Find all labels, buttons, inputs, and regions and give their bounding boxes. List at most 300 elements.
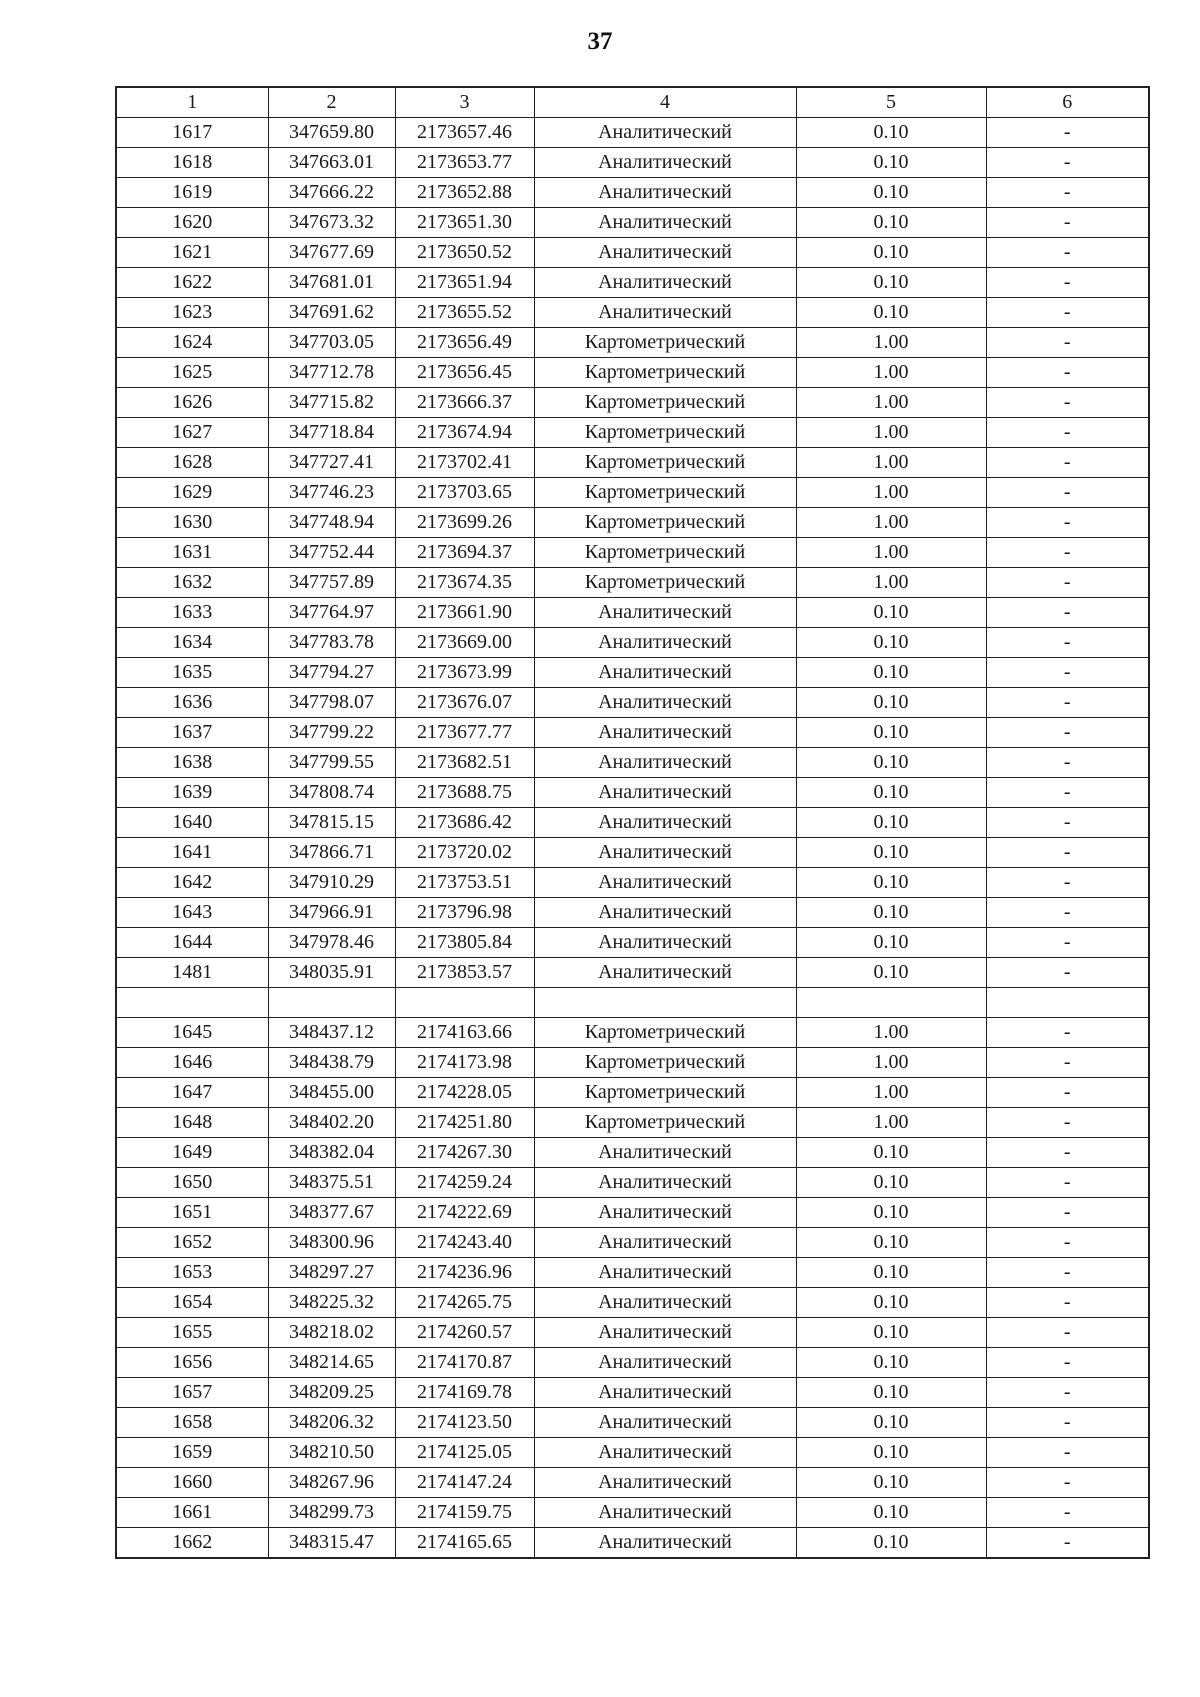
table-cell: -: [986, 688, 1149, 718]
table-cell: 1629: [116, 478, 268, 508]
table-cell: Аналитический: [534, 238, 796, 268]
table-cell: Аналитический: [534, 1228, 796, 1258]
table-cell: 0.10: [796, 808, 986, 838]
table-cell: 1623: [116, 298, 268, 328]
table-cell: 2173657.46: [395, 118, 534, 148]
table-cell: 1640: [116, 808, 268, 838]
table-cell: 1643: [116, 898, 268, 928]
table-cell: Аналитический: [534, 958, 796, 988]
table-cell: [116, 988, 268, 1018]
table-cell: 1624: [116, 328, 268, 358]
table-cell: -: [986, 1078, 1149, 1108]
table-cell: 347808.74: [268, 778, 395, 808]
table-cell: 348209.25: [268, 1378, 395, 1408]
table-cell: 2174228.05: [395, 1078, 534, 1108]
table-body: [116, 118, 1149, 1559]
table-cell: 1642: [116, 868, 268, 898]
table-cell: 1622: [116, 268, 268, 298]
table-cell: 1481: [116, 958, 268, 988]
table-cell: 0.10: [796, 298, 986, 328]
table-cell: -: [986, 1498, 1149, 1528]
table-cell: 1628: [116, 448, 268, 478]
table-cell: 347799.55: [268, 748, 395, 778]
table-cell: 1632: [116, 568, 268, 598]
table-cell: 1649: [116, 1138, 268, 1168]
table-cell: 347815.15: [268, 808, 395, 838]
table-cell: 1620: [116, 208, 268, 238]
table-cell: 2173699.26: [395, 508, 534, 538]
table-cell: 2173674.94: [395, 418, 534, 448]
table-cell: 2173682.51: [395, 748, 534, 778]
table-cell: -: [986, 178, 1149, 208]
table-cell: Картометрический: [534, 1078, 796, 1108]
table-cell: 2173650.52: [395, 238, 534, 268]
table-cell: 0.10: [796, 1408, 986, 1438]
table-cell: Аналитический: [534, 928, 796, 958]
table-cell: 1.00: [796, 1018, 986, 1048]
table-cell: 348455.00: [268, 1078, 395, 1108]
table-cell: 1619: [116, 178, 268, 208]
table-cell: 0.10: [796, 1228, 986, 1258]
table-cell: 2173702.41: [395, 448, 534, 478]
table-cell: Картометрический: [534, 388, 796, 418]
table-cell: -: [986, 328, 1149, 358]
table-cell: 348299.73: [268, 1498, 395, 1528]
table-cell: 0.10: [796, 118, 986, 148]
table-cell: -: [986, 148, 1149, 178]
table-cell: 348375.51: [268, 1168, 395, 1198]
table-cell: -: [986, 1528, 1149, 1559]
table-row: [116, 1258, 1149, 1288]
table-row: [116, 778, 1149, 808]
table-cell: Аналитический: [534, 1528, 796, 1559]
table-cell: 347691.62: [268, 298, 395, 328]
table-row: [116, 748, 1149, 778]
table-cell: 0.10: [796, 658, 986, 688]
table-cell: 2173805.84: [395, 928, 534, 958]
table-row: [116, 1078, 1149, 1108]
table-cell: 0.10: [796, 1288, 986, 1318]
table-cell: 2173703.65: [395, 478, 534, 508]
table-cell: 0.10: [796, 1528, 986, 1559]
table-row: [116, 598, 1149, 628]
column-header: 4: [534, 87, 796, 118]
table-cell: 0.10: [796, 868, 986, 898]
table-row: [116, 478, 1149, 508]
table-cell: 2173651.30: [395, 208, 534, 238]
table-row: [116, 1348, 1149, 1378]
table-cell: Аналитический: [534, 718, 796, 748]
table-cell: 2173694.37: [395, 538, 534, 568]
table-cell: Аналитический: [534, 628, 796, 658]
table-cell: Картометрический: [534, 538, 796, 568]
table-cell: Картометрический: [534, 448, 796, 478]
table-cell: 0.10: [796, 1318, 986, 1348]
table-cell: [986, 988, 1149, 1018]
page-number: 37: [587, 28, 613, 55]
table-cell: Картометрический: [534, 478, 796, 508]
table-cell: Аналитический: [534, 808, 796, 838]
table-row: [116, 238, 1149, 268]
table-cell: 2174243.40: [395, 1228, 534, 1258]
table-cell: 0.10: [796, 1258, 986, 1288]
table-cell: 2173686.42: [395, 808, 534, 838]
table-cell: 0.10: [796, 898, 986, 928]
table-cell: 348377.67: [268, 1198, 395, 1228]
table-cell: 1655: [116, 1318, 268, 1348]
table-cell: 2174125.05: [395, 1438, 534, 1468]
column-header: 6: [986, 87, 1149, 118]
table-cell: 347966.91: [268, 898, 395, 928]
table-cell: 1656: [116, 1348, 268, 1378]
table-row: [116, 958, 1149, 988]
table-cell: 2173651.94: [395, 268, 534, 298]
table-row: [116, 358, 1149, 388]
table-cell: 347681.01: [268, 268, 395, 298]
table-cell: 2174147.24: [395, 1468, 534, 1498]
table-cell: -: [986, 778, 1149, 808]
table-cell: [395, 988, 534, 1018]
table-cell: -: [986, 1438, 1149, 1468]
table-cell: 1638: [116, 748, 268, 778]
table-cell: -: [986, 1258, 1149, 1288]
table-cell: -: [986, 808, 1149, 838]
table-cell: Аналитический: [534, 868, 796, 898]
table-cell: 0.10: [796, 208, 986, 238]
table-cell: 347677.69: [268, 238, 395, 268]
table-cell: 1648: [116, 1108, 268, 1138]
table-row: [116, 898, 1149, 928]
table-cell: 0.10: [796, 1468, 986, 1498]
table-row: [116, 568, 1149, 598]
coordinates-table: [115, 86, 1150, 1559]
table-cell: 0.10: [796, 748, 986, 778]
table-row: [116, 1228, 1149, 1258]
table-cell: -: [986, 1228, 1149, 1258]
table-cell: -: [986, 268, 1149, 298]
table-cell: 1645: [116, 1018, 268, 1048]
table-cell: 1621: [116, 238, 268, 268]
table-cell: 347659.80: [268, 118, 395, 148]
table-cell: 347703.05: [268, 328, 395, 358]
table-cell: Аналитический: [534, 1498, 796, 1528]
table-cell: Аналитический: [534, 1318, 796, 1348]
table-cell: 1635: [116, 658, 268, 688]
table-cell: 2174236.96: [395, 1258, 534, 1288]
table-cell: 0.10: [796, 628, 986, 658]
table-cell: 2173652.88: [395, 178, 534, 208]
column-header: 3: [395, 87, 534, 118]
table-cell: 0.10: [796, 1198, 986, 1228]
table-cell: 348206.32: [268, 1408, 395, 1438]
table-row: [116, 868, 1149, 898]
table-cell: -: [986, 298, 1149, 328]
table-cell: 348437.12: [268, 1018, 395, 1048]
table-cell: 2174222.69: [395, 1198, 534, 1228]
table-cell: Картометрический: [534, 358, 796, 388]
table-cell: 348035.91: [268, 958, 395, 988]
table-cell: 347799.22: [268, 718, 395, 748]
table-cell: -: [986, 238, 1149, 268]
table-cell: 2173655.52: [395, 298, 534, 328]
table-cell: 0.10: [796, 958, 986, 988]
table-row: [116, 208, 1149, 238]
table-cell: 1650: [116, 1168, 268, 1198]
table-row: [116, 1288, 1149, 1318]
table-cell: 2173676.07: [395, 688, 534, 718]
table-row: [116, 808, 1149, 838]
table-cell: [796, 988, 986, 1018]
table-cell: 347794.27: [268, 658, 395, 688]
table-cell: 0.10: [796, 838, 986, 868]
table-cell: [534, 988, 796, 1018]
table-cell: 348315.47: [268, 1528, 395, 1559]
table-cell: 348300.96: [268, 1228, 395, 1258]
table-cell: -: [986, 358, 1149, 388]
table-cell: 0.10: [796, 1498, 986, 1528]
table-cell: 1644: [116, 928, 268, 958]
table-cell: 1657: [116, 1378, 268, 1408]
table-cell: Аналитический: [534, 688, 796, 718]
table-cell: 347866.71: [268, 838, 395, 868]
table-cell: 0.10: [796, 238, 986, 268]
table-cell: -: [986, 838, 1149, 868]
table-cell: 347757.89: [268, 568, 395, 598]
table-cell: 347715.82: [268, 388, 395, 418]
table-cell: 0.10: [796, 1138, 986, 1168]
table-cell: 1641: [116, 838, 268, 868]
table-cell: -: [986, 1378, 1149, 1408]
table-cell: Картометрический: [534, 1048, 796, 1078]
table-cell: -: [986, 1168, 1149, 1198]
table-cell: 347764.97: [268, 598, 395, 628]
table-header-row: [116, 87, 1149, 118]
table-cell: -: [986, 1318, 1149, 1348]
table-cell: 1659: [116, 1438, 268, 1468]
table-cell: 1654: [116, 1288, 268, 1318]
table-row: [116, 1408, 1149, 1438]
column-header: 1: [116, 87, 268, 118]
table-cell: -: [986, 958, 1149, 988]
table-row: [116, 628, 1149, 658]
table-cell: 2174265.75: [395, 1288, 534, 1318]
table-cell: 1618: [116, 148, 268, 178]
table-cell: 0.10: [796, 1378, 986, 1408]
table-cell: 0.10: [796, 718, 986, 748]
table-cell: 1625: [116, 358, 268, 388]
table-cell: Картометрический: [534, 328, 796, 358]
table-cell: 1651: [116, 1198, 268, 1228]
table-cell: Аналитический: [534, 118, 796, 148]
table-cell: 2174173.98: [395, 1048, 534, 1078]
table-cell: 1.00: [796, 508, 986, 538]
table-cell: Аналитический: [534, 178, 796, 208]
table-cell: -: [986, 478, 1149, 508]
table-row: [116, 388, 1149, 418]
table-cell: 348267.96: [268, 1468, 395, 1498]
table-cell: -: [986, 418, 1149, 448]
table-cell: 347978.46: [268, 928, 395, 958]
table-cell: 2173674.35: [395, 568, 534, 598]
table-cell: 2174170.87: [395, 1348, 534, 1378]
table-cell: 0.10: [796, 778, 986, 808]
table-cell: 1634: [116, 628, 268, 658]
table-cell: Аналитический: [534, 1438, 796, 1468]
table-cell: Аналитический: [534, 898, 796, 928]
table-cell: 0.10: [796, 928, 986, 958]
table-cell: 2173673.99: [395, 658, 534, 688]
table-cell: Аналитический: [534, 148, 796, 178]
table-cell: -: [986, 898, 1149, 928]
table-cell: 0.10: [796, 1438, 986, 1468]
table-cell: 348218.02: [268, 1318, 395, 1348]
table-row: [116, 1318, 1149, 1348]
table-cell: 1.00: [796, 538, 986, 568]
table-cell: 1639: [116, 778, 268, 808]
table-row: [116, 328, 1149, 358]
table-row: [116, 1018, 1149, 1048]
table-cell: 347752.44: [268, 538, 395, 568]
column-header: 5: [796, 87, 986, 118]
table-cell: 2174267.30: [395, 1138, 534, 1168]
table-cell: 2173853.57: [395, 958, 534, 988]
table-row: [116, 1438, 1149, 1468]
table-cell: Картометрический: [534, 1018, 796, 1048]
table-cell: -: [986, 448, 1149, 478]
table-cell: 347910.29: [268, 868, 395, 898]
table-cell: 2174260.57: [395, 1318, 534, 1348]
table-cell: Картометрический: [534, 1108, 796, 1138]
table-row: [116, 1198, 1149, 1228]
table-cell: -: [986, 1468, 1149, 1498]
table-cell: -: [986, 658, 1149, 688]
table-row: [116, 1138, 1149, 1168]
table-cell: 347666.22: [268, 178, 395, 208]
table-cell: 1.00: [796, 418, 986, 448]
table-row: [116, 418, 1149, 448]
table-cell: 1636: [116, 688, 268, 718]
table-cell: 2174165.65: [395, 1528, 534, 1559]
table-row: [116, 448, 1149, 478]
table-row: [116, 148, 1149, 178]
table-cell: 2173796.98: [395, 898, 534, 928]
table-cell: 347663.01: [268, 148, 395, 178]
table-cell: 0.10: [796, 268, 986, 298]
table-row: [116, 1168, 1149, 1198]
table-cell: Аналитический: [534, 778, 796, 808]
table-cell: 1658: [116, 1408, 268, 1438]
table-cell: -: [986, 388, 1149, 418]
table-cell: 1661: [116, 1498, 268, 1528]
table-cell: 2173653.77: [395, 148, 534, 178]
table-cell: 347746.23: [268, 478, 395, 508]
table-cell: 2174163.66: [395, 1018, 534, 1048]
table-cell: 347727.41: [268, 448, 395, 478]
table-cell: 0.10: [796, 688, 986, 718]
table-cell: -: [986, 598, 1149, 628]
table-cell: 1.00: [796, 358, 986, 388]
table-cell: 1626: [116, 388, 268, 418]
table-row: [116, 118, 1149, 148]
table-row: [116, 1108, 1149, 1138]
table-row: [116, 928, 1149, 958]
table-cell: 1.00: [796, 328, 986, 358]
table-row: [116, 658, 1149, 688]
table-row: [116, 1468, 1149, 1498]
table-cell: 0.10: [796, 178, 986, 208]
table-row: [116, 1528, 1149, 1559]
table-cell: 347712.78: [268, 358, 395, 388]
table-cell: 347798.07: [268, 688, 395, 718]
table-cell: 348297.27: [268, 1258, 395, 1288]
table-cell: 0.10: [796, 1168, 986, 1198]
table-cell: Аналитический: [534, 1348, 796, 1378]
table-row: [116, 538, 1149, 568]
table-cell: 347718.84: [268, 418, 395, 448]
table-cell: 348214.65: [268, 1348, 395, 1378]
table-cell: 1.00: [796, 448, 986, 478]
table-cell: 2173753.51: [395, 868, 534, 898]
table-cell: [268, 988, 395, 1018]
table-cell: -: [986, 868, 1149, 898]
table-cell: Аналитический: [534, 1288, 796, 1318]
table-cell: -: [986, 1288, 1149, 1318]
table-cell: Аналитический: [534, 1198, 796, 1228]
table-cell: Аналитический: [534, 598, 796, 628]
table-cell: -: [986, 1018, 1149, 1048]
table-cell: 2173677.77: [395, 718, 534, 748]
table-cell: 2173666.37: [395, 388, 534, 418]
table-cell: 0.10: [796, 148, 986, 178]
table-cell: 348438.79: [268, 1048, 395, 1078]
table-cell: -: [986, 568, 1149, 598]
table-row: [116, 1498, 1149, 1528]
table-cell: Аналитический: [534, 298, 796, 328]
table-row: [116, 298, 1149, 328]
table-cell: 348210.50: [268, 1438, 395, 1468]
table-cell: -: [986, 1048, 1149, 1078]
table-cell: 2174251.80: [395, 1108, 534, 1138]
table-cell: -: [986, 748, 1149, 778]
table-cell: -: [986, 118, 1149, 148]
table-row: [116, 178, 1149, 208]
table-cell: Аналитический: [534, 1468, 796, 1498]
table-cell: 1653: [116, 1258, 268, 1288]
table-cell: -: [986, 508, 1149, 538]
table-cell: -: [986, 718, 1149, 748]
table-cell: 1617: [116, 118, 268, 148]
table-cell: 347748.94: [268, 508, 395, 538]
table-cell: 2174259.24: [395, 1168, 534, 1198]
table-cell: 348402.20: [268, 1108, 395, 1138]
table-cell: 1.00: [796, 568, 986, 598]
table-cell: 2173661.90: [395, 598, 534, 628]
table-cell: 1.00: [796, 388, 986, 418]
table-cell: -: [986, 1108, 1149, 1138]
table-row: [116, 268, 1149, 298]
table-cell: 1647: [116, 1078, 268, 1108]
table-cell: Картометрический: [534, 418, 796, 448]
table-cell: -: [986, 538, 1149, 568]
table-cell: 1627: [116, 418, 268, 448]
table-cell: Картометрический: [534, 568, 796, 598]
table-cell: 2174159.75: [395, 1498, 534, 1528]
table-cell: 2173656.49: [395, 328, 534, 358]
table-cell: Аналитический: [534, 1168, 796, 1198]
table-cell: 1662: [116, 1528, 268, 1559]
table-cell: 2173720.02: [395, 838, 534, 868]
table-row: [116, 838, 1149, 868]
